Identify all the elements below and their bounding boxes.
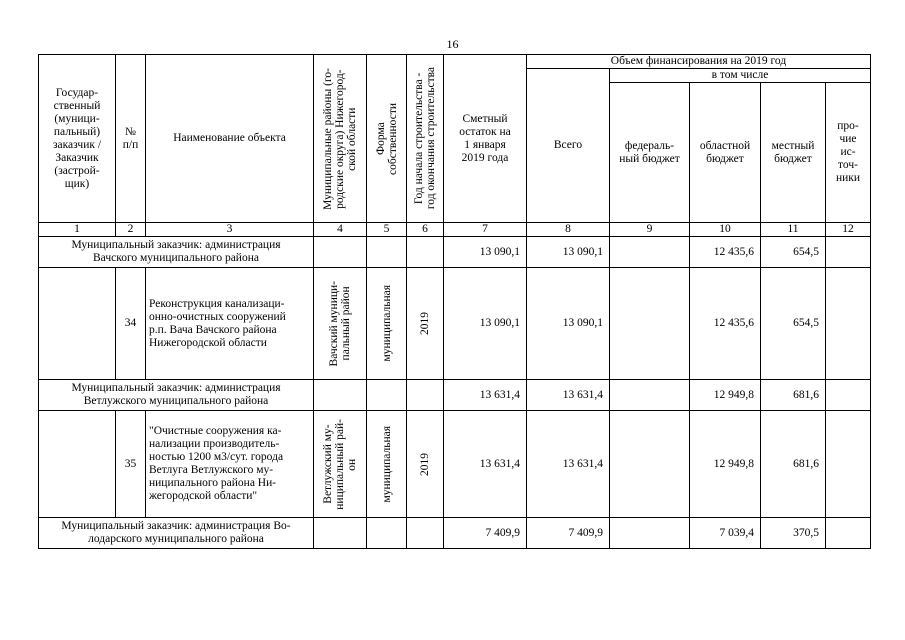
table-row xyxy=(39,380,871,411)
page-number: 16 xyxy=(446,37,459,51)
header-customer: Государ- ственный (муници- пальный) заказчик / Заказчик (застрой- щик) xyxy=(39,55,116,223)
header-district: Муниципальные районы (го- родские округа) Нижегород- ской области xyxy=(322,67,358,210)
estimate-value: 7 409,9 xyxy=(444,518,527,549)
header-total: Всего xyxy=(527,69,610,223)
customer-row-label: Муниципальный заказчик: администрация Во- лодарского муниципального района xyxy=(39,518,314,549)
header-ownership: Форма собственности xyxy=(374,102,399,175)
col-number: 11 xyxy=(761,223,826,237)
col-number: 4 xyxy=(314,223,367,237)
header-years-cell xyxy=(407,55,444,223)
header-name: Наименование объекта xyxy=(146,55,314,223)
header-including: в том числе xyxy=(610,69,871,83)
col-number: 2 xyxy=(116,223,146,237)
table-row xyxy=(39,518,871,549)
regional-value: 7 039,4 xyxy=(690,518,761,549)
col-number: 7 xyxy=(444,223,527,237)
table-row xyxy=(39,237,871,268)
estimate-value: 13 631,4 xyxy=(444,411,527,518)
header-local: местный бюджет xyxy=(761,83,826,223)
local-value: 370,5 xyxy=(761,518,826,549)
item-district: Вачский муници- пальный район xyxy=(328,280,352,367)
estimate-value: 13 090,1 xyxy=(444,268,527,380)
item-district: Ветлужский му- ниципальный рай- он xyxy=(322,418,358,510)
total-value: 13 631,4 xyxy=(527,411,610,518)
total-value: 7 409,9 xyxy=(527,518,610,549)
local-value: 681,6 xyxy=(761,380,826,411)
customer-row-label: Муниципальный заказчик: администрация Вачского муниципального района xyxy=(39,237,314,268)
total-value: 13 090,1 xyxy=(527,237,610,268)
col-number: 1 xyxy=(39,223,116,237)
header-regional: областной бюджет xyxy=(690,83,761,223)
local-value: 654,5 xyxy=(761,268,826,380)
total-value: 13 631,4 xyxy=(527,380,610,411)
item-name: "Очистные сооружения ка- нализации производитель- ностью 1200 м3/сут. города Ветлуга Ветлужского му- ниципального района Ни- жегородской области" xyxy=(146,411,314,518)
financing-table xyxy=(38,54,871,549)
ownership-cell xyxy=(367,268,407,380)
local-value: 654,5 xyxy=(761,237,826,268)
estimate-value: 13 631,4 xyxy=(444,380,527,411)
regional-value: 12 435,6 xyxy=(690,237,761,268)
estimate-value: 13 090,1 xyxy=(444,237,527,268)
header-ownership-cell xyxy=(367,55,407,223)
col-number: 6 xyxy=(407,223,444,237)
header-volume: Объем финансирования на 2019 год xyxy=(527,55,871,69)
regional-value: 12 949,8 xyxy=(690,380,761,411)
regional-value: 12 435,6 xyxy=(690,268,761,380)
customer-row-label: Муниципальный заказчик: администрация Ветлужского муниципального района xyxy=(39,380,314,411)
table-row xyxy=(39,268,871,380)
col-number: 10 xyxy=(690,223,761,237)
col-number: 5 xyxy=(367,223,407,237)
header-estimate: Сметный остаток на 1 января 2019 года xyxy=(444,55,527,223)
col-number: 9 xyxy=(610,223,690,237)
item-ownership: муниципальная xyxy=(380,425,393,503)
district-cell xyxy=(314,411,367,518)
header-federal: федераль- ный бюджет xyxy=(610,83,690,223)
col-number: 8 xyxy=(527,223,610,237)
header-district-cell xyxy=(314,55,367,223)
item-years: 2019 xyxy=(419,452,431,476)
total-value: 13 090,1 xyxy=(527,268,610,380)
item-number: 34 xyxy=(116,268,146,380)
header-other: про- чие ис- точ- ники xyxy=(826,83,871,223)
item-name: Реконструкция канализаци- онно-очистных сооружений р.п. Вача Вачского района Нижегородской области xyxy=(146,268,314,380)
years-cell xyxy=(407,268,444,380)
regional-value: 12 949,8 xyxy=(690,411,761,518)
table-row xyxy=(39,411,871,518)
header-num: № п/п xyxy=(116,55,146,223)
item-years: 2019 xyxy=(419,312,431,335)
years-cell xyxy=(407,411,444,518)
col-number: 12 xyxy=(826,223,871,237)
col-number: 3 xyxy=(146,223,314,237)
header-years: Год начала строительства - год окончания строительства xyxy=(413,67,437,210)
item-number: 35 xyxy=(116,411,146,518)
ownership-cell xyxy=(367,411,407,518)
item-ownership: муниципальная xyxy=(380,285,393,362)
local-value: 681,6 xyxy=(761,411,826,518)
district-cell xyxy=(314,268,367,380)
